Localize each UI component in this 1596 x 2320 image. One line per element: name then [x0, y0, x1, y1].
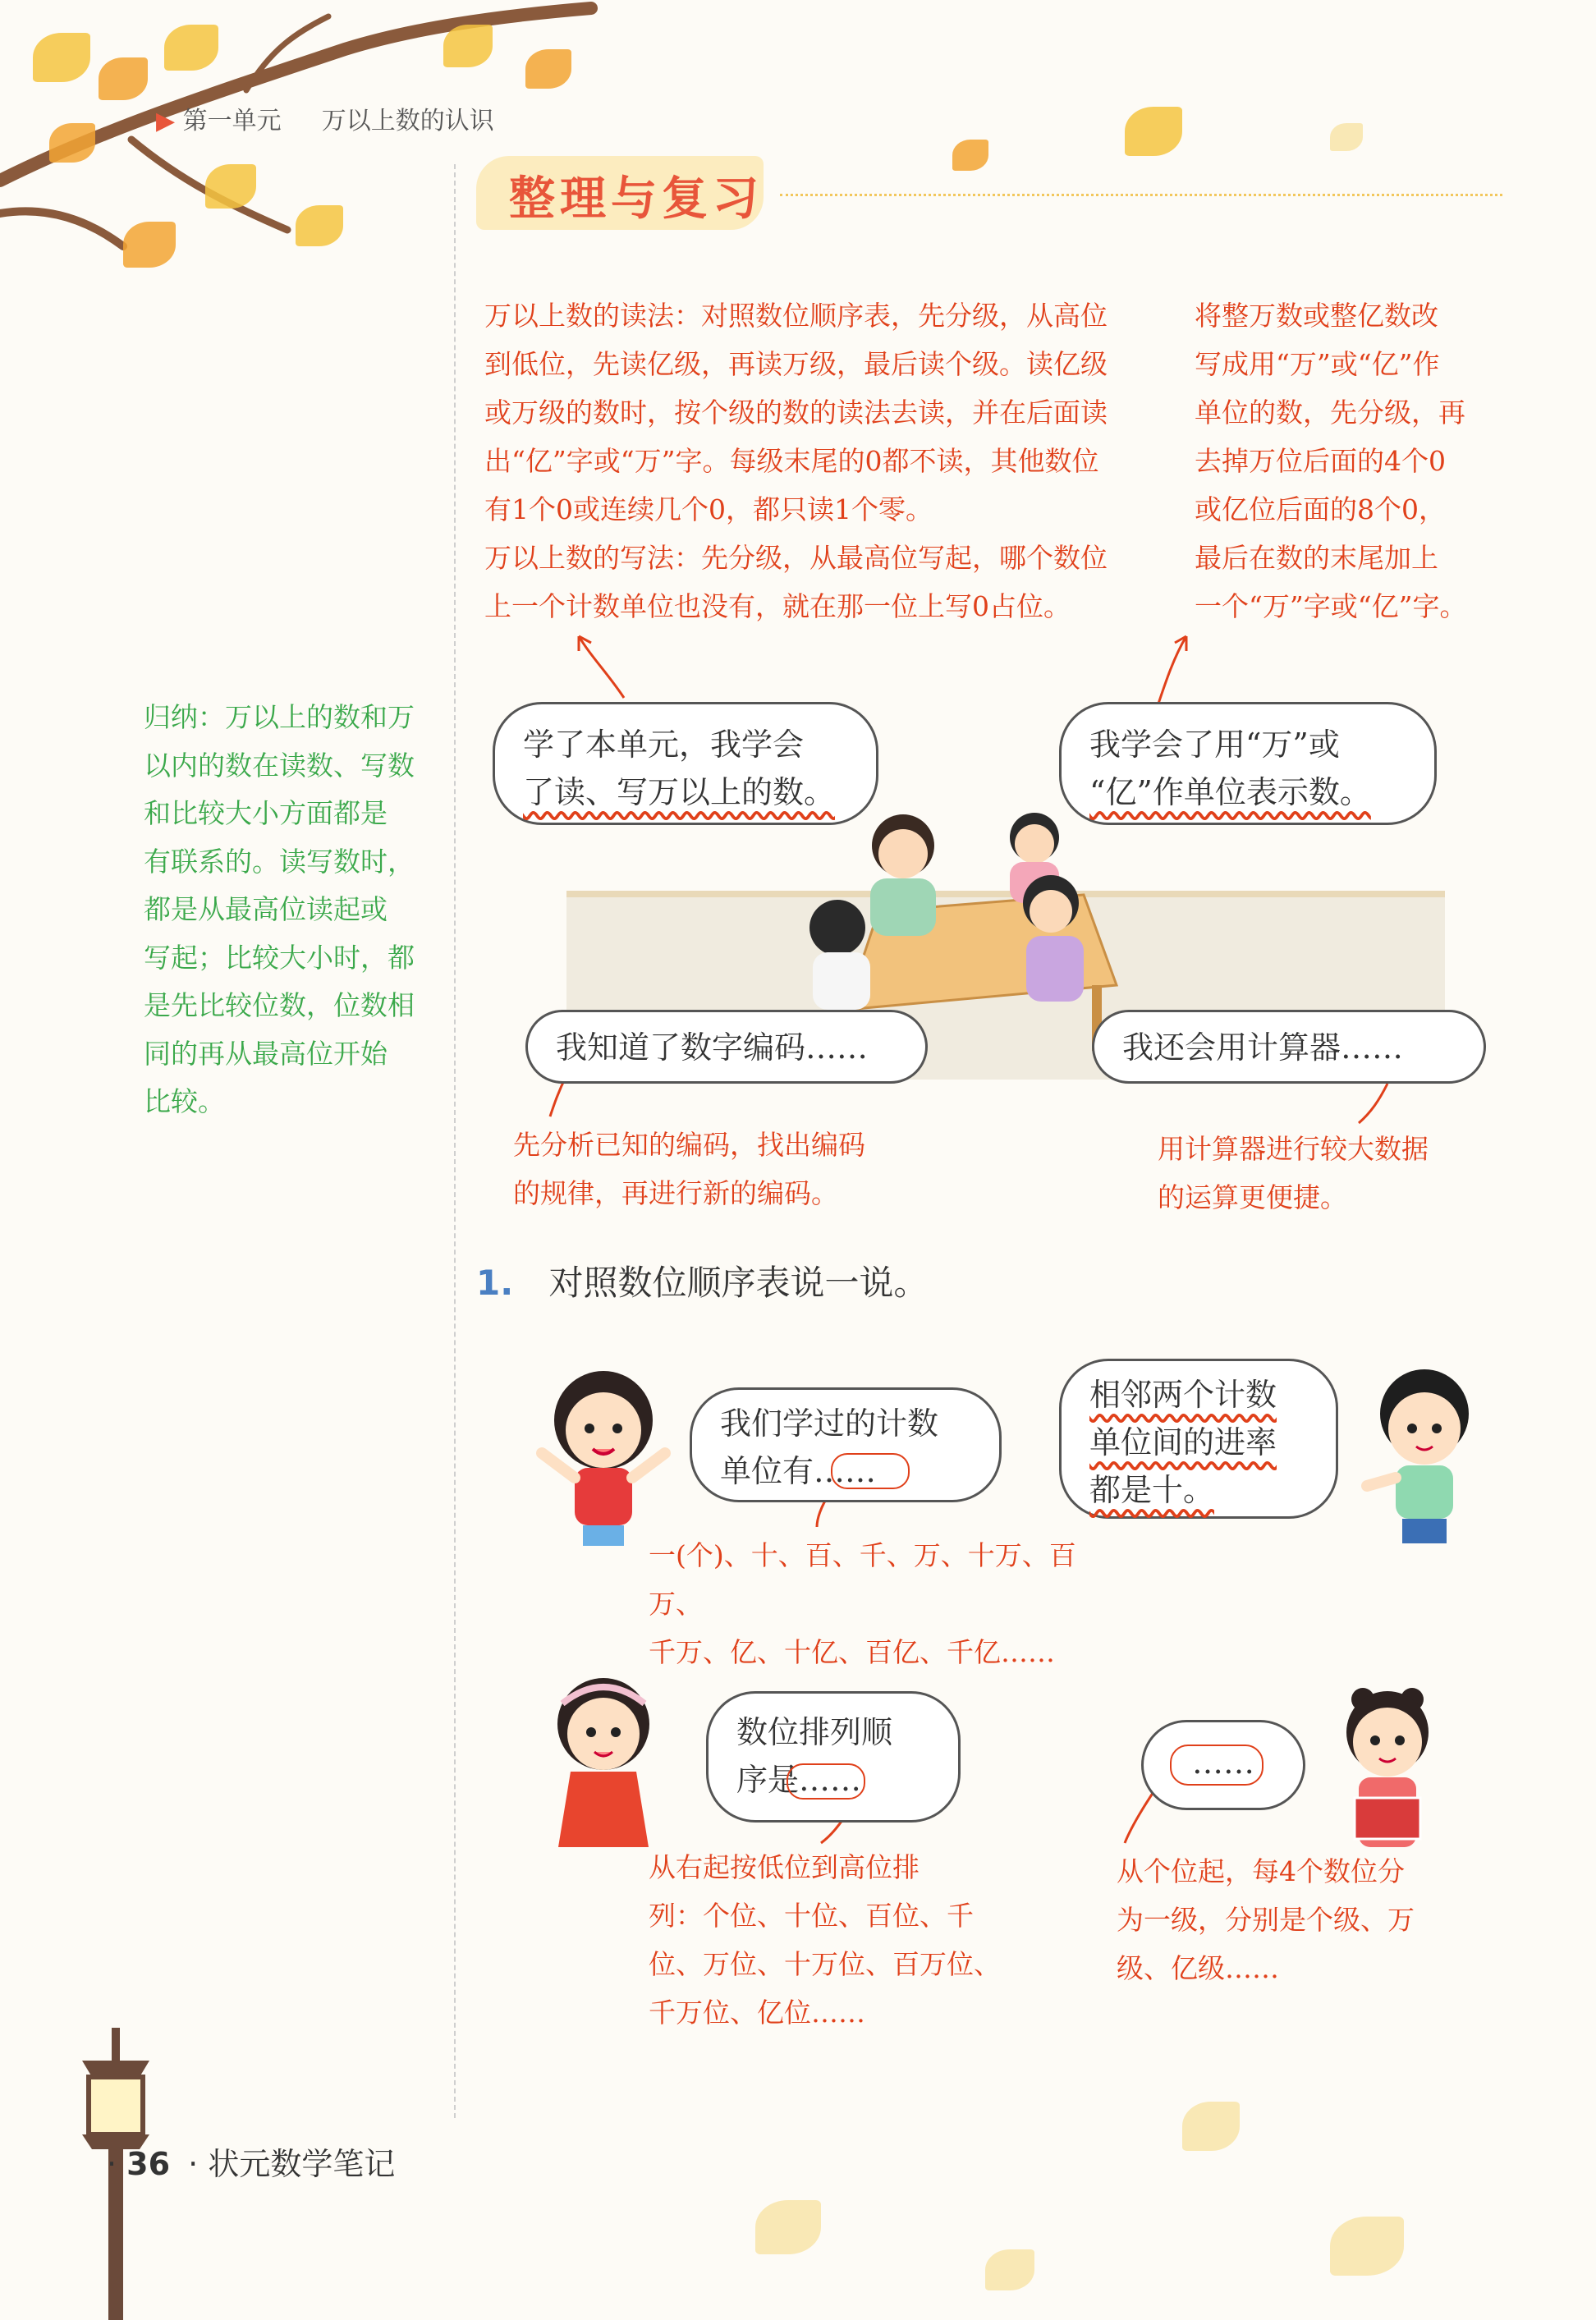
- reading-writing-rule-note: 万以上数的读法：对照数位顺序表，先分级，从高位 到低位，先读亿级，再读万级，最后读个级。读亿级 或万级的数时，按个级的数的读法去读，并在后面读 出“亿”字或“万”字。每级末尾的0都不读，其他数位 有1个0或连续几个0，都只读1个零。 万以上数的写法：先分级，从最高位写起，哪个数位 上一个计数单位也没有，就在那一位上写0占位。: [484, 300, 1108, 622]
- place-order-answer: 从右起按低位到高位排 列：个位、十位、百位、千 位、万位、十万位、百万位、 千万位、亿位……: [649, 1851, 1001, 2029]
- bubble-place-order: 数位排列顺 序是……: [706, 1691, 961, 1823]
- bubble-counting-units: 我们学过的计数 单位有……: [690, 1387, 1002, 1502]
- header-arrow-icon: ▶: [156, 107, 176, 135]
- question-text: 对照数位顺序表说一说。: [548, 1263, 929, 1303]
- order-dots-highlight: [787, 1763, 865, 1800]
- rewrite-rule-note: 将整万数或整亿数改 写成用“万”或“亿”作 单位的数，先分级，再 去掉万位后面的4个0 或亿位后面的8个0， 最后在数的末尾加上 一个“万”字或“亿”字。: [1195, 300, 1467, 622]
- coding-note: 先分析已知的编码，找出编码 的规律，再进行新的编码。: [513, 1129, 865, 1209]
- units-dots-highlight: [831, 1453, 910, 1489]
- ellipsis-dots-highlight: [1170, 1745, 1264, 1786]
- girl-with-headband-illustration: [534, 1667, 673, 1855]
- section-title: 整理与复习: [509, 172, 764, 226]
- question-number: 1.: [476, 1263, 514, 1303]
- bubble-learned-units: 我学会了用“万”或 “亿”作单位表示数。: [1059, 702, 1437, 825]
- page-number: 36: [126, 2146, 171, 2182]
- bubble-adjacent-rate: 相邻两个计数 单位间的进率 都是十。: [1059, 1359, 1338, 1519]
- counting-units-answer: 一(个)、十、百、千、万、十万、百万、 千万、亿、十亿、百亿、千亿……: [649, 1539, 1076, 1668]
- calculator-note: 用计算器进行较大数据 的运算更便捷。: [1158, 1133, 1429, 1213]
- unit-title: 万以上数的认识: [321, 107, 494, 135]
- girl-reading-book-illustration: [1314, 1675, 1453, 1864]
- question-1: [476, 1256, 929, 1305]
- page-footer: · 36 · 状元数学笔记: [107, 2146, 396, 2182]
- bubble-learned-read-write: 学了本单元，我学会 了读、写万以上的数。: [493, 702, 878, 825]
- summary-note: 归纳：万以上的数和万 以内的数在读数、写数 和比较大小方面都是 有联系的。读写数时， 都是从最高位读起或 写起；比较大小时，都 是先比较位数，位数相 同的再从最高位开始 比较。: [144, 701, 415, 1117]
- bubble-coding: 我知道了数字编码……: [525, 1010, 928, 1084]
- boy-pointing-illustration: [1355, 1363, 1494, 1552]
- unit-label: 第一单元: [182, 107, 282, 135]
- girl-waving-illustration: [534, 1363, 673, 1552]
- place-groups-answer: 从个位起，每4个数位分 为一级，分别是个级、万 级、亿级……: [1117, 1855, 1415, 1984]
- book-title: · 状元数学笔记: [188, 2146, 396, 2182]
- bubble-ellipsis: ……: [1141, 1720, 1305, 1810]
- bubble-calculator: 我还会用计算器……: [1092, 1010, 1486, 1084]
